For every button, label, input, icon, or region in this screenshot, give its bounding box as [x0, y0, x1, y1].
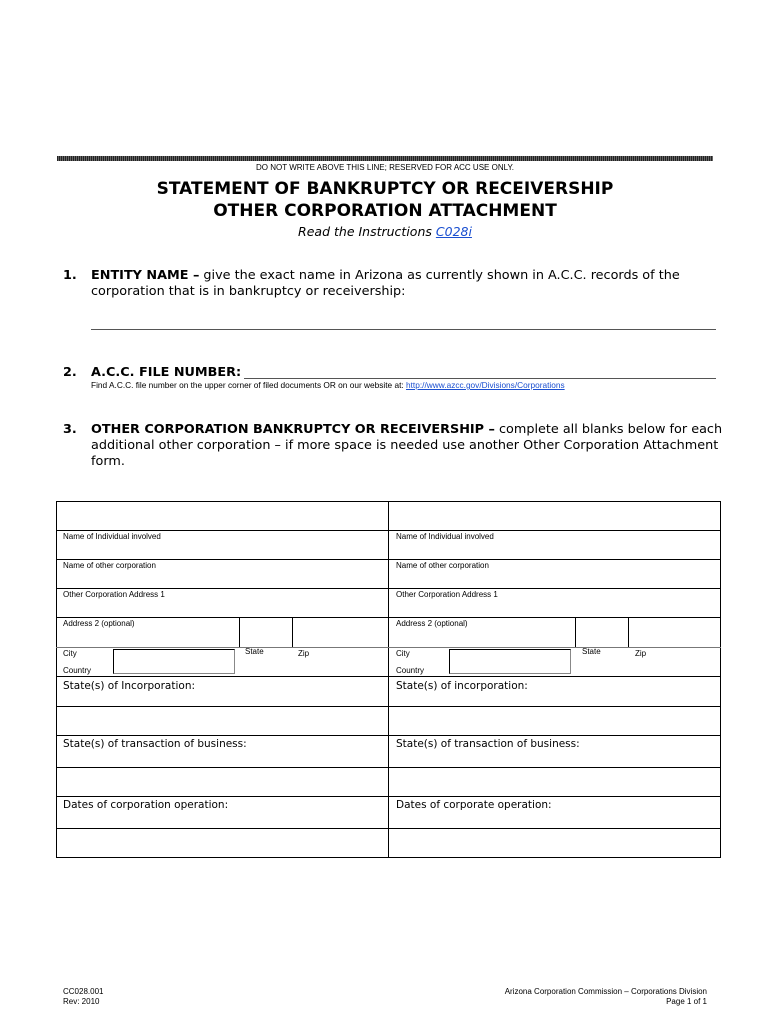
- table-row-divider: [56, 617, 721, 618]
- table-cell-divider: [628, 617, 629, 647]
- right-header-cell[interactable]: [389, 502, 720, 530]
- table-row-divider: [56, 588, 721, 589]
- right-city-label: City: [396, 649, 410, 658]
- right-individual-label: Name of Individual involved: [396, 532, 494, 541]
- footer-right: [420, 987, 707, 1007]
- left-header-cell[interactable]: [57, 502, 387, 530]
- table-row-divider: [56, 530, 721, 531]
- other-corporation-section: [63, 422, 723, 470]
- form-revision: Rev: 2010: [63, 997, 100, 1006]
- item-number-1: 1.: [63, 268, 77, 283]
- instructions-line: [57, 224, 713, 239]
- table-cell-divider: [292, 617, 293, 647]
- left-address1-label: Other Corporation Address 1: [63, 590, 165, 599]
- left-corporation-label: Name of other corporation: [63, 561, 156, 570]
- right-corporation-label: Name of other corporation: [396, 561, 489, 570]
- left-address2-label: Address 2 (optional): [63, 619, 135, 628]
- file-number-note: Find A.C.C. file number on the upper corner of filed documents OR on our website at:: [91, 380, 404, 390]
- file-number-note-line: [91, 380, 565, 390]
- left-transaction-label: State(s) of transaction of business:: [63, 738, 247, 750]
- right-transaction-field[interactable]: [389, 768, 720, 796]
- right-address2-label: Address 2 (optional): [396, 619, 468, 628]
- form-title-line2: OTHER CORPORATION ATTACHMENT: [213, 201, 557, 221]
- table-row-divider: [56, 559, 721, 560]
- right-country-label: Country: [396, 666, 425, 675]
- left-incorporation-label: State(s) of Incorporation:: [63, 680, 196, 692]
- left-zip-label: Zip: [298, 649, 310, 658]
- entity-name-field[interactable]: [91, 329, 716, 330]
- instructions-link[interactable]: C028i: [435, 224, 472, 239]
- table-column-divider: [388, 501, 389, 858]
- table-row-divider: [56, 796, 721, 797]
- item-number-3: 3.: [63, 422, 77, 437]
- left-state-label: State: [245, 647, 264, 656]
- city-input-left[interactable]: [113, 649, 235, 674]
- left-individual-label: Name of Individual involved: [63, 532, 161, 541]
- right-state-label: State: [582, 647, 601, 656]
- left-country-label: Country: [63, 666, 92, 675]
- other-corporation-label: OTHER CORPORATION BANKRUPTCY OR RECEIVERSHIP –: [91, 422, 495, 437]
- left-transaction-field[interactable]: [57, 768, 387, 796]
- corporations-website-link[interactable]: http://www.azcc.gov/Divisions/Corporations: [406, 380, 565, 390]
- table-row-divider: [56, 735, 721, 736]
- entity-name-label: ENTITY NAME –: [91, 268, 200, 283]
- table-row-divider: [56, 676, 721, 677]
- footer-page-number: Page 1 of 1: [666, 997, 707, 1006]
- right-transaction-label: State(s) of transaction of business:: [396, 738, 580, 750]
- left-dates-label: Dates of corporation operation:: [63, 799, 229, 811]
- right-dates-label: Dates of corporate operation:: [396, 799, 552, 811]
- file-number-field[interactable]: [244, 378, 716, 379]
- entity-name-section: [63, 268, 723, 300]
- left-city-label: City: [63, 649, 77, 658]
- instructions-prefix: Read the Instructions: [298, 224, 432, 239]
- left-dates-field[interactable]: [57, 829, 387, 857]
- right-dates-field[interactable]: [389, 829, 720, 857]
- right-incorporation-label: State(s) of incorporation:: [396, 680, 528, 692]
- city-input-right[interactable]: [449, 649, 571, 674]
- footer-left: [63, 987, 103, 1007]
- right-incorporation-field[interactable]: [389, 707, 720, 735]
- table-cell-divider: [239, 617, 240, 647]
- item-number-2: 2.: [63, 365, 77, 380]
- entity-name-text: give the exact name in Arizona as currently shown in A.C.C. records of the corporation that is in bankruptcy or receivership:: [91, 268, 680, 299]
- form-code: CC028.001: [63, 987, 104, 996]
- left-incorporation-field[interactable]: [57, 707, 387, 735]
- reserved-notice: DO NOT WRITE ABOVE THIS LINE; RESERVED FOR ACC USE ONLY.: [256, 163, 514, 172]
- form-title-line1: STATEMENT OF BANKRUPTCY OR RECEIVERSHIP: [156, 179, 614, 199]
- table-row-divider: [56, 647, 721, 648]
- file-number-label: A.C.C. FILE NUMBER:: [91, 365, 242, 380]
- other-corporation-text: complete all blanks below for each additional other corporation – if more space is needed use another Other Corporation Attachment form.: [91, 422, 723, 469]
- reserved-divider-bar: [57, 156, 713, 161]
- right-address1-label: Other Corporation Address 1: [396, 590, 498, 599]
- footer-agency: Arizona Corporation Commission – Corporations Division: [504, 987, 707, 996]
- right-zip-label: Zip: [635, 649, 647, 658]
- table-cell-divider: [575, 617, 576, 647]
